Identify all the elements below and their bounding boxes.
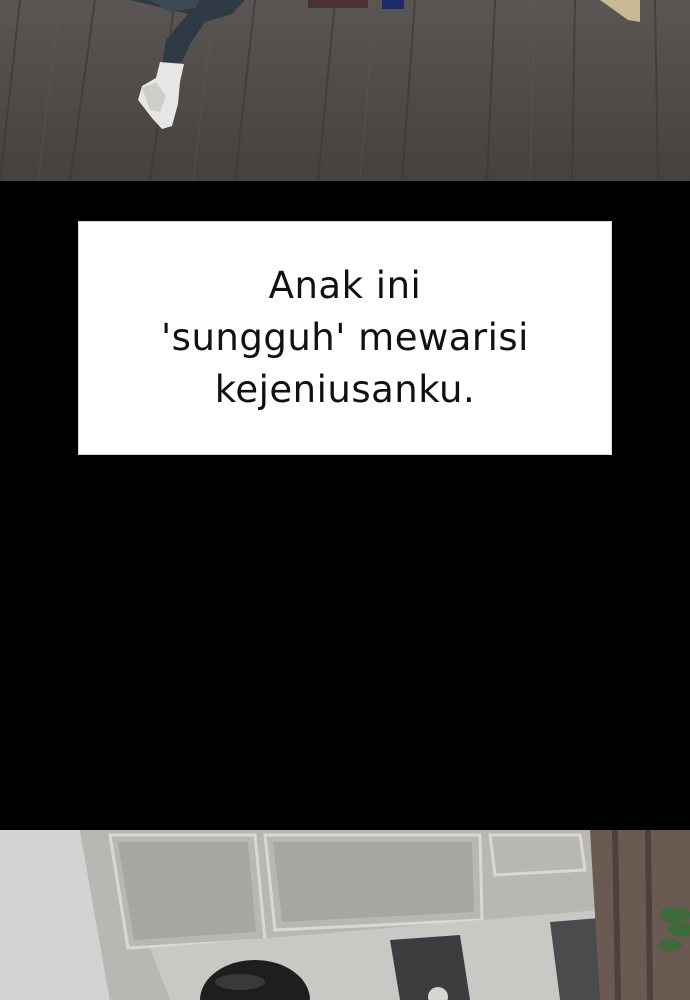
top-panel [0,0,690,181]
hair-highlight [215,974,265,990]
floor-illustration [0,0,690,181]
caption-line-2: 'sungguh' mewarisi [161,316,529,359]
floor-object [308,0,368,8]
caption-line-1: Anak ini [268,264,422,307]
caption-box [78,221,612,455]
caption-line-3: kejeniusanku. [214,368,476,411]
cabinet-opening [390,935,470,1000]
black-gutter [0,181,690,830]
floor-object-blue [382,0,404,9]
room-illustration [0,830,690,1000]
bottom-panel [0,830,690,1000]
